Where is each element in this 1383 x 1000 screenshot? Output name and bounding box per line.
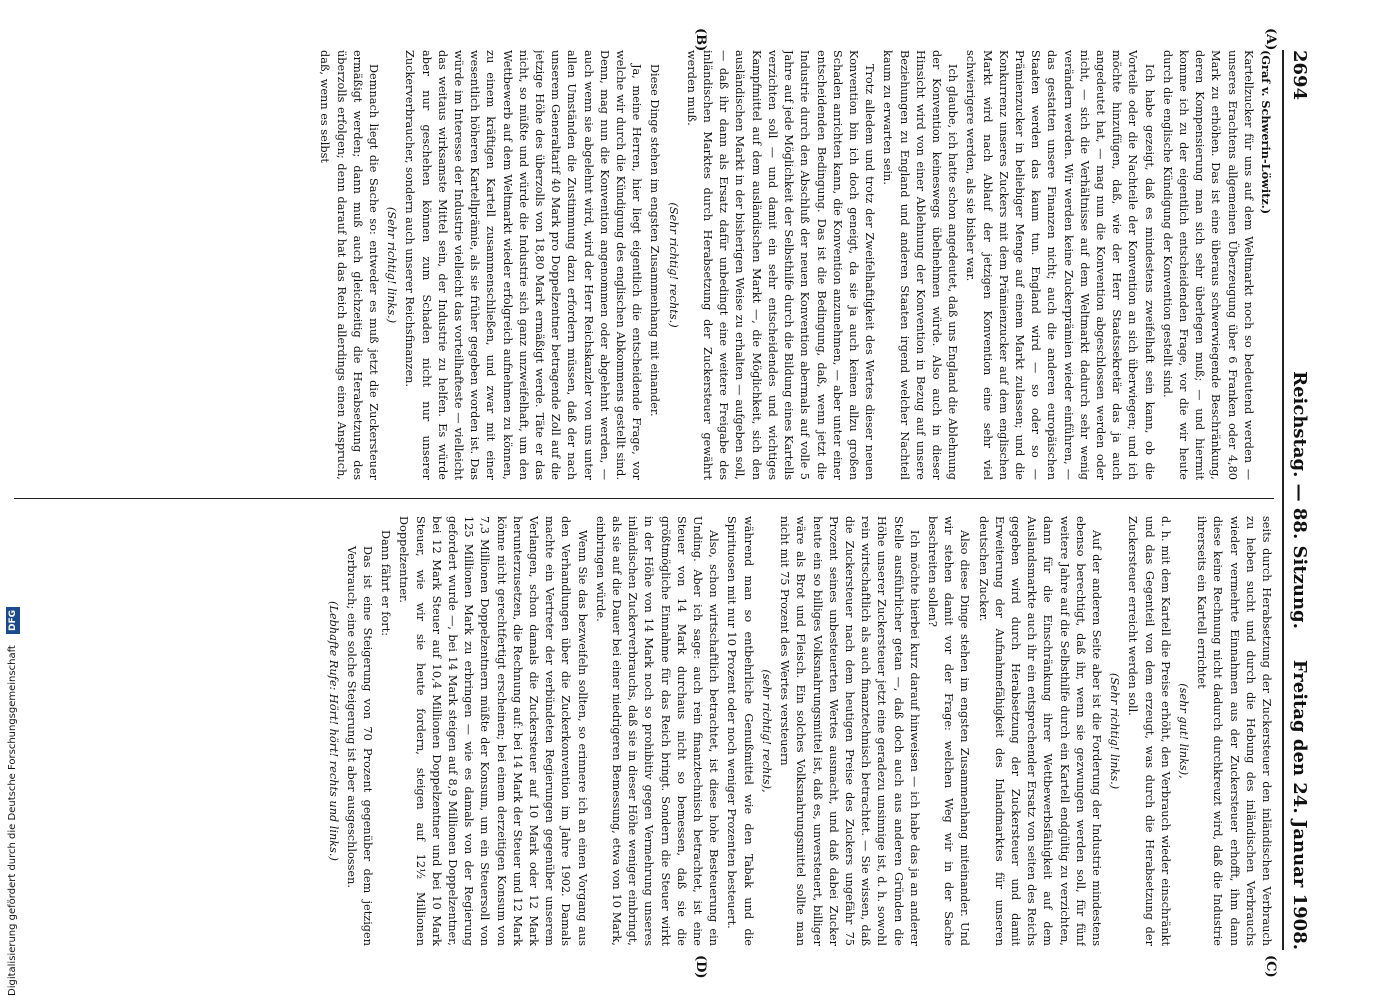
- paragraph: Wenn Sie das bezweifeln sollten, so erinnere ich an einen Vorgang aus den Verhandlungen über die Zuckerkonvention im Jahre 1902. Damals machte ein Vertreter der verbündeten Regierungen gegenüber unserem Verlangen, schon damals die Zuckersteuer auf 10 Mark oder 12 Mark herunterzusetzen, die Rechnung auf: bei 14 Mark der Steuer und 12 Mark könne nicht gerechtfertigt erscheinen; bei einem derzeitigen Konsum von 7,3 Millionen Doppelzentnern müßte der Konsum, um ein Steuersoll von 125 Millionen Mark zu erbringen — wie es damals von der Regierung gefordert wurde —, bei 14 Mark steigen auf 8,9 Millionen Doppelzentner, bei 12 Mark Steuer auf 10,4 Millionen Doppelzentner und bei 10 Mark Steuer, wie wir sie heute fordern, steigen auf 12½ Millionen Doppelzentner.: [397, 516, 589, 946]
- speaker-name: (Graf v. Schwerin-Löwitz.): [1259, 50, 1273, 215]
- interjection: (Lebhafte Rufe: Hört! hört! rechts und links.): [326, 601, 340, 861]
- left-text-column: [24, 50, 1274, 480]
- paragraph: Also diese Dinge stehen im engsten Zusammenhang miteinander. Und wir stehen damit vor der Frage: welchen Weg wir in der Sache beschreiten sollen?: [925, 516, 972, 946]
- interjection: (sehr richtig! rechts),: [759, 669, 773, 793]
- margin-marker-a: (A): [1263, 28, 1278, 51]
- interjection: (sehr gut! links),: [1176, 683, 1190, 779]
- margin-marker-c: (C): [1263, 955, 1278, 978]
- paragraph: Auf der anderen Seite aber ist die Forderung der Industrie mindestens ebenso berechtigt, daß ihr, wenn sie gezwungen werden soll, für fünf weitere Jahre auf die Selbsthilfe durch ein Kartell endgültig zu verzichten, dann für die Einschränkung ihrer Wettbewerbsfähigkeit auf dem Auslandsmarkte auch ihr ein entsprechender Ersatz von seiten des Reichs gegeben wird durch Herabsetzung der Zuckersteuer und damit Erweiterung der Aufnahmefähigkeit des Inlandmarktes für unseren deutschen Zucker.: [976, 516, 1103, 946]
- paragraph: Demnach liegt die Sache so: entweder es muß jetzt die Zuckersteuer ermäßigt werden; dann muß auch gleichzeitig die Herabsetzung des überzolls erfolgen; denn darauf hat das Reich allerdings einen Anspruch, daß, wenn es selbst: [318, 50, 381, 480]
- paragraph: d. h. mit dem Kartell die Preise erhöht, den Verbrauch wieder einschränkt und das Gegenteil von dem erzeugt, was durch die Herabsetzung der Zuckersteuer erreicht werden soll.: [1126, 516, 1172, 946]
- dfg-logo: DFG: [6, 607, 20, 634]
- paragraph: während man so entbehrliche Genußmittel wie den Tabak und die Spirituosen mit nur 10 Prozent oder noch weniger Prozenten besteuert.: [725, 516, 755, 946]
- margin-marker-d: (D): [693, 955, 708, 979]
- digitization-footer: [2, 0, 24, 1000]
- paragraph: seits durch Herabsetzung der Zuckersteuer den inländischen Verbrauch zu heben sucht und durch die Hebung des inländischen Verbrauchs wieder vermehrte Einnahmen aus der Zuckersteuer erhofft, ihm dann diese keine Rechnung nicht dadurch durchkreuzt wird, daß die Industrie ihrerseits ein Kartell errichtet: [1195, 516, 1273, 946]
- interjection: (Sehr richtig! rechts.): [666, 202, 680, 328]
- right-text-column: [24, 516, 1274, 946]
- session-title: Reichstag. — 88. Sitzung.: [1289, 371, 1310, 629]
- column-divider: [14, 498, 1274, 499]
- margin-marker-b: (B): [693, 28, 708, 52]
- rotated-document-page: [0, 20, 1318, 980]
- paragraph: Ich habe gezeigt, daß es mindestens zweifelhaft sein kann, ob die Vorteile oder die Nachteile der Konvention an sich überwiegen; und ich möchte hinzufügen, daß, wie der Herr Staatssekretär das ja auch angedeutet hat, — mag nun die Konvention abgeschlossen werden oder nicht, — sich die Verhältnisse auf dem Weltmarkt dadurch sehr wenig verändern werden. Wir werden keine Zuckerprämien wieder einführen, — das gestatten unsere Finanzen nicht; auch die anderen europäischen Staaten werden das kaum tun. England wird — so oder so — Prämienzucker in beliebiger Menge auf einem Markt zulassen; und die Konkurrenz unseres Zuckers mit dem Prämienzucker auf dem englischen Markt wird nach Ablauf der jetzigen Konvention eine sehr viel schwierigere werden, als sie bisher war.: [964, 50, 1156, 480]
- interjection: (Sehr richtig! links.): [385, 206, 399, 324]
- page-number: 2694: [1289, 50, 1310, 101]
- session-date: Freitag den 24. Januar 1908.: [1289, 659, 1310, 950]
- page-header: [1282, 50, 1310, 950]
- paragraph: Ich glaube, ich hatte schon angedeutet, daß uns England die Ablehnung der Konvention keineswegs übelnehmen würde. Also auch in dieser Hinsicht wird von einer Ablehnung der Konvention in Bezug auf unsere Beziehungen zu England und anderen Staaten irgend welcher Nachteil kaum zu erwarten sein.: [881, 50, 960, 480]
- quoted-passage: Das ist eine Steigerung von 70 Prozent gegenüber dem jetzigen Verbrauch; eine solche Steigerung ist aber ausgeschlossen.: [344, 546, 375, 946]
- paragraph: Diese Dinge stehen im engsten Zusammenhang mit einander.: [648, 64, 662, 417]
- paragraph: Ich möchte hierbei kurz darauf hinweisen — ich habe das ja an anderer Stelle ausführlicher getan —, daß doch auch aus anderen Gründen die Höhe unserer Zuckersteuer jetzt eine geradezu unsinnige ist, d. h. sowohl rein wirtschaftlich als auch finanztechnisch betrachtet. — Sie wissen, daß die Zuckersteuer nach dem heutigen Preise des Zuckers ungefähr 75 Prozent seines unbesteuerten Wertes ausmacht, und daß dabei Zucker heute ein so billiges Volksnahrungsmittel ist, daß es, unversteuert, billiger wäre als Brot und Fleisch. Ein solches Volksnahrungsmittel sollte man nicht mit 75 Prozent des Wertes versteuern: [778, 516, 921, 946]
- funding-credit: Digitalisierung gefördert durch die Deutsche Forschungsgemeinschaft: [7, 645, 18, 996]
- paragraph: Dann fährt er fort:: [379, 530, 393, 637]
- paragraph: Ja, meine Herren, hier liegt eigentlich die entscheidende Frage, vor welche wir durch die Kündigung des englischen Abkommens gestellt sind. Denn, mag nun die Konvention angenommen oder abgelehnt werden, — auch wenn sie abgelehnt wird, wird der Herr Reichskanzler von uns unter allen Umständen die Zustimmung dazu erfordern müssen, daß der nach unserem Generaltarif 40 Mark pro Doppelzentner betragende Zoll auf die jetzige Höhe des überzolls von 18,80 Mark ermäßigt werde. Täte er das nicht, so müßte und würde die Industrie sich ganz unzweifelhaft, um den Wettbewerb auf dem Weltmarkt wieder erfolgreich aufnehmen zu können, zu einem kräftigen Kartell zusammenschließen, und zwar mit einer wesentlich höheren Kartellprämie, als sie früher gegeben worden ist. Das würde im Interesse der Industrie vielleicht das vorteilhafteste — vielleicht das weitaus wirksamste Mittel sein, der Industrie zu helfen. Es würde aber nur geschehen können zum Schaden nicht nur unserer Zuckerverbraucher, sondern auch unserer Reichsfinanzen.: [403, 50, 644, 480]
- paragraph: Trotz alledem und trotz der Zweifelhaftigkeit des Wertes dieser neuen Konvention bin ich doch geneigt, da sie ja auch keinen allzu großen Schaden anrichten kann, die Konvention anzunehmen, — aber unter einer entscheidenden Bedingung. Das ist die Bedingung, daß, wenn jetzt die Industrie durch den Abschluß der neuen Konvention abermals auf volle 5 Jahre auf jede Möglichkeit der Selbsthilfe durch die Bildung eines Kartells verzichten soll — und damit ein sehr entscheidendes und wichtiges Kampfmittel auf dem ausländischen Markt —, die Möglichkeit, sich den ausländischen Markt in der bisherigen Weise zu erhalten — aufgeben soll, — daß ihr dann als Ersatz dafür unbedingt eine weitere Freigabe des inländischen Marktes durch Herabsetzung der Zuckersteuer gewährt werden muß.: [684, 50, 877, 480]
- interjection: (Sehr richtig! links.): [1108, 672, 1122, 790]
- paragraph: Also, schon wirtschaftlich betrachtet, ist diese hohe Besteuerung ein Unding. Aber ich sage: auch rein finanztechnisch betrachtet, ist eine Steuer von 14 Mark durchaus nicht so bemessen, daß sie die größtmögliche Einnahme für das Reich bringt. Sondern die Steuer wirkt in der Höhe von 14 Mark noch so prohibitiv gegen Vermehrung unseres inländischen Zuckerverbrauchs, daß sie in dieser Höhe weniger einbringt, als sie auf die Dauer bei einer niedrigeren Bemessung, etwa von 10 Mark, einbringen würde.: [593, 516, 721, 946]
- paragraph: Kartellzucker für uns auf dem Weltmarkt noch so bedeutend werden — unseres Erachtens allgemeinen Überzeugung über 6 Franken oder 4,80 Mark zu erhöhen. Das ist eine überaus schwerwiegende Beschränkung, deren Kompensierung man sich sehr überlegen muß; — und hiermit komme ich zu der eigentlich entscheidenden Frage, vor die wir heute durch die englische Kündigung der Konvention gestellt sind.: [1160, 50, 1255, 480]
